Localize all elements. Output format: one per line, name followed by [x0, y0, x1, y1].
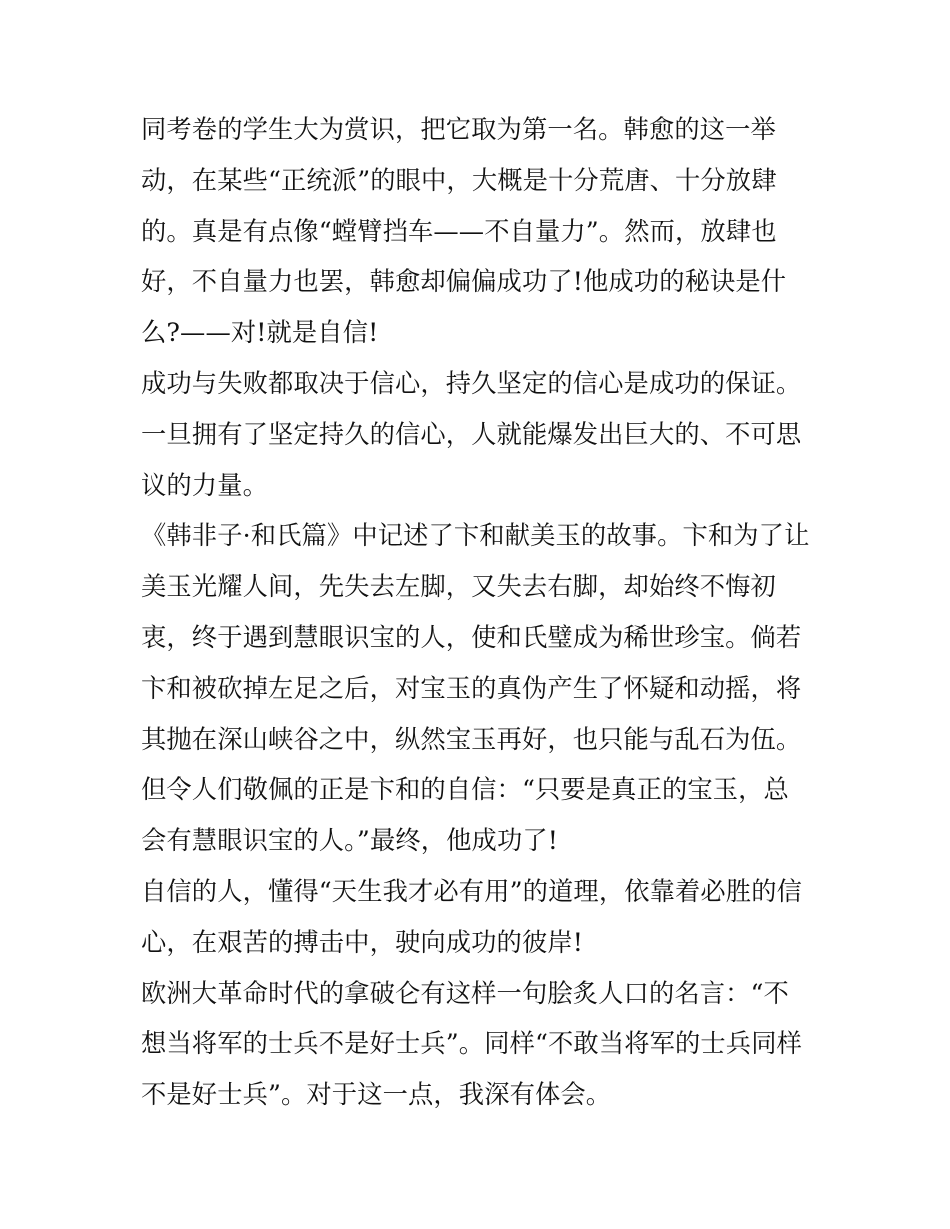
- document-body: [141, 105, 813, 1121]
- paragraph-confident-people: 自信的人，懂得“天生我才必有用”的道理，依靠着必胜的信心，在艰苦的搏击中，驶向成功的彼岸!: [141, 876, 802, 957]
- paragraph-bian-he-jade-story: 《韩非子·和氏篇》中记述了卞和献美玉的故事。卞和为了让美玉光耀人间，先失去左脚，又失去右脚，却始终不悔初衷，终于遇到慧眼识宝的人，使和氏璧成为稀世珍宝。倘若卞和被砍掉左足之后，对宝玉的真伪产生了怀疑和动摇，将其抛在深山峡谷之中，纵然宝玉再好，也只能与乱石为伍。但令人们敬佩的正是卞和的自信：“只要是真正的宝玉，总会有慧眼识宝的人。”最终，他成功了!: [141, 521, 810, 856]
- paragraph-han-yu-confidence: 同考卷的学生大为赏识，把它取为第一名。韩愈的这一举动，在某些“正统派”的眼中，大概是十分荒唐、十分放肆的。真是有点像“螳臂挡车——不自量力”。然而，放肆也好，不自量力也罢，韩愈却偏偏成功了!他成功的秘诀是什么?——对!就是自信!: [141, 115, 787, 348]
- paragraph-success-and-confidence: 成功与失败都取决于信心，持久坚定的信心是成功的保证。一旦拥有了坚定持久的信心，人就能爆发出巨大的、不可思议的力量。: [141, 368, 802, 500]
- paragraph-napoleon-quote: 欧洲大革命时代的拿破仑有这样一句脍炙人口的名言：“不想当将军的士兵不是好士兵”。同样“不敢当将军的士兵同样不是好士兵”。对于这一点，我深有体会。: [141, 978, 802, 1110]
